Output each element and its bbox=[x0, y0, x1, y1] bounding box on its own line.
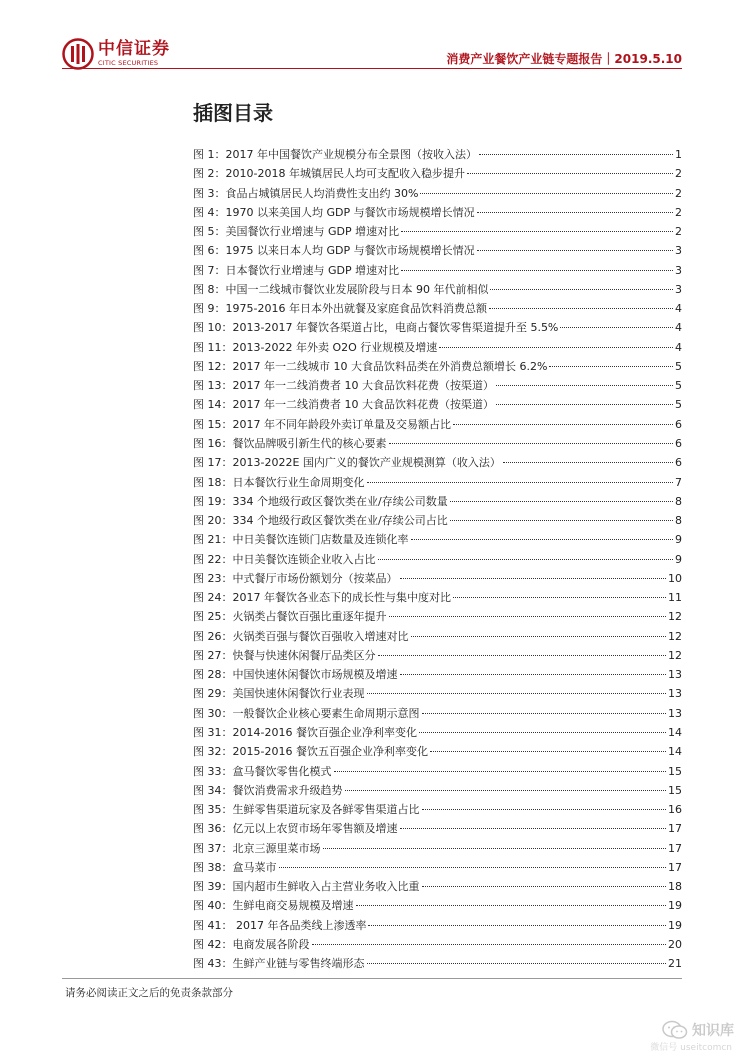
toc-entry-page: 16 bbox=[668, 803, 682, 817]
toc-entry-label: 图 4：1970 以来美国人均 GDP 与餐饮市场规模增长情况 bbox=[193, 205, 475, 219]
toc-entry[interactable] bbox=[193, 146, 682, 165]
toc-entry-page: 2 bbox=[675, 167, 682, 181]
toc-leader-dots bbox=[411, 636, 667, 637]
toc-entry[interactable] bbox=[193, 820, 682, 839]
toc-entry-page: 2 bbox=[675, 225, 682, 239]
toc-entry-label: 图 7：日本餐饮行业增速与 GDP 增速对比 bbox=[193, 263, 400, 277]
toc-entry-page: 19 bbox=[668, 918, 682, 932]
toc-entry[interactable] bbox=[193, 339, 682, 358]
toc-entry-page: 4 bbox=[675, 340, 682, 354]
toc-entry-page: 3 bbox=[675, 263, 682, 277]
toc-entry-page: 21 bbox=[668, 957, 682, 971]
toc-entry-label: 图 31：2014-2016 餐饮百强企业净利率变化 bbox=[193, 725, 417, 739]
toc-entry-page: 7 bbox=[675, 475, 682, 489]
toc-entry[interactable] bbox=[193, 782, 682, 801]
toc-leader-dots bbox=[477, 212, 673, 213]
toc-entry-label: 图 38：盒马菜市 bbox=[193, 860, 277, 874]
toc-entry-label: 图 3：食品占城镇居民人均消费性支出约 30% bbox=[193, 186, 419, 200]
toc-entry[interactable] bbox=[193, 435, 682, 454]
toc-leader-dots bbox=[312, 944, 667, 945]
toc-leader-dots bbox=[496, 404, 673, 405]
toc-entry-label: 图 9：1975-2016 年日本外出就餐及家庭食品饮料消费总额 bbox=[193, 302, 487, 316]
report-title: 消费产业餐饮产业链专题报告｜2019.5.10 bbox=[446, 52, 682, 66]
toc-leader-dots bbox=[489, 308, 673, 309]
toc-entry[interactable] bbox=[193, 204, 682, 223]
toc-entry-page: 13 bbox=[668, 668, 682, 682]
toc-entry-page: 5 bbox=[675, 398, 682, 412]
footer-disclaimer: 请务必阅读正文之后的免责条款部分 bbox=[65, 987, 233, 999]
toc-entry-page: 12 bbox=[668, 648, 682, 662]
toc-entry-label: 图 18：日本餐饮行业生命周期变化 bbox=[193, 475, 365, 489]
toc-entry-page: 3 bbox=[675, 244, 682, 258]
toc-leader-dots bbox=[411, 539, 674, 540]
toc-leader-dots bbox=[422, 809, 667, 810]
toc-leader-dots bbox=[422, 886, 667, 887]
toc-entry-label: 图 20：334 个地级行政区餐饮类在业/存续公司占比 bbox=[193, 514, 448, 528]
toc-entry[interactable] bbox=[193, 608, 682, 627]
toc-leader-dots bbox=[367, 963, 667, 964]
toc-entry[interactable] bbox=[193, 647, 682, 666]
toc-entry[interactable] bbox=[193, 570, 682, 589]
toc-entry[interactable] bbox=[193, 281, 682, 300]
toc-entry-label: 图 5：美国餐饮行业增速与 GDP 增速对比 bbox=[193, 225, 400, 239]
toc-entry[interactable] bbox=[193, 743, 682, 762]
toc-leader-dots bbox=[450, 520, 673, 521]
toc-leader-dots bbox=[439, 347, 673, 348]
toc-entry[interactable] bbox=[193, 685, 682, 704]
watermark-sub: 微信号 useitcomcn bbox=[650, 1043, 732, 1053]
toc-entry[interactable] bbox=[193, 840, 682, 859]
toc-entry-label: 图 6：1975 以来日本人均 GDP 与餐饮市场规模增长情况 bbox=[193, 244, 475, 258]
toc-entry-page: 13 bbox=[668, 687, 682, 701]
toc-entry-page: 12 bbox=[668, 610, 682, 624]
toc-leader-dots bbox=[467, 173, 673, 174]
toc-leader-dots bbox=[453, 597, 666, 598]
toc-entry-label: 图 32：2015-2016 餐饮五百强企业净利率变化 bbox=[193, 745, 428, 759]
toc-entry[interactable] bbox=[193, 474, 682, 493]
toc-entry-page: 1 bbox=[675, 148, 682, 161]
toc-leader-dots bbox=[389, 616, 667, 617]
toc-leader-dots bbox=[419, 732, 666, 733]
footer-divider bbox=[62, 978, 682, 979]
toc-entry-label: 图 30：一般餐饮企业核心要素生命周期示意图 bbox=[193, 706, 420, 720]
toc-entry-page: 19 bbox=[668, 899, 682, 913]
toc-entry[interactable] bbox=[193, 493, 682, 512]
toc-leader-dots bbox=[503, 462, 673, 463]
toc-leader-dots bbox=[560, 327, 673, 328]
toc-entry-label: 图 42：电商发展各阶段 bbox=[193, 937, 310, 951]
toc-entry-page: 2 bbox=[675, 186, 682, 200]
toc-entry-label: 图 43：生鲜产业链与零售终端形态 bbox=[193, 957, 365, 971]
toc-leader-dots bbox=[401, 231, 673, 232]
toc-entry[interactable] bbox=[193, 454, 682, 473]
toc-entry-page: 8 bbox=[675, 514, 682, 528]
toc-entry-label: 图 37：北京三源里菜市场 bbox=[193, 841, 321, 855]
toc-leader-dots bbox=[490, 289, 673, 290]
toc-entry-page: 18 bbox=[668, 880, 682, 894]
toc-entry-page: 6 bbox=[675, 417, 682, 431]
toc-entry[interactable] bbox=[193, 724, 682, 743]
toc-entry-page: 13 bbox=[668, 706, 682, 720]
toc-entry-label: 图 14：2017 年一二线消费者 10 大食品饮料花费（按渠道） bbox=[193, 398, 494, 412]
toc-entry-page: 10 bbox=[668, 571, 682, 585]
header-divider bbox=[62, 68, 682, 69]
toc-entry-label: 图 21：中日美餐饮连锁门店数量及连锁化率 bbox=[193, 533, 409, 547]
logo-name-en: CITIC SECURITIES bbox=[98, 59, 159, 68]
toc-leader-dots bbox=[477, 250, 673, 251]
toc-entry-label: 图 36：亿元以上农贸市场年零售额及增速 bbox=[193, 822, 398, 836]
toc-entry[interactable] bbox=[193, 551, 682, 570]
toc-leader-dots bbox=[378, 655, 667, 656]
toc-entry-label: 图 24：2017 年餐饮各业态下的成长性与集中度对比 bbox=[193, 591, 451, 605]
toc-entry-label: 图 1：2017 年中国餐饮产业规模分布全景图（按收入法） bbox=[193, 148, 477, 161]
toc-leader-dots bbox=[368, 925, 666, 926]
toc-leader-dots bbox=[356, 905, 667, 906]
toc-entry-page: 9 bbox=[675, 533, 682, 547]
toc-entry-page: 11 bbox=[668, 591, 682, 605]
toc-leader-dots bbox=[420, 193, 673, 194]
toc-entry-label: 图 2：2010-2018 年城镇居民人均可支配收入稳步提升 bbox=[193, 167, 465, 181]
toc-entry-label: 图 33：盒马餐饮零售化模式 bbox=[193, 764, 332, 778]
toc-entry-label: 图 23：中式餐厅市场份额划分（按菜品） bbox=[193, 571, 398, 585]
toc-leader-dots bbox=[389, 443, 674, 444]
toc-entry-page: 15 bbox=[668, 783, 682, 797]
toc-entry-page: 12 bbox=[668, 629, 682, 643]
toc-entry-label: 图 41： 2017 年各品类线上渗透率 bbox=[193, 918, 367, 932]
toc-entry[interactable] bbox=[193, 358, 682, 377]
toc-entry-page: 2 bbox=[675, 205, 682, 219]
toc-entry[interactable] bbox=[193, 262, 682, 281]
toc-leader-dots bbox=[496, 385, 673, 386]
toc-entry[interactable] bbox=[193, 628, 682, 647]
toc-entry-label: 图 15：2017 年不同年龄段外卖订单量及交易额占比 bbox=[193, 417, 451, 431]
toc-entry-label: 图 8：中国一二线城市餐饮业发展阶段与日本 90 年代前相似 bbox=[193, 282, 489, 296]
section-title: 插图目录 bbox=[193, 101, 273, 125]
toc-leader-dots bbox=[378, 559, 674, 560]
toc-entry-label: 图 40：生鲜电商交易规模及增速 bbox=[193, 899, 354, 913]
toc-entry-page: 5 bbox=[675, 359, 682, 373]
toc-entry-page: 4 bbox=[675, 321, 682, 335]
toc-entry-label: 图 19：334 个地级行政区餐饮类在业/存续公司数量 bbox=[193, 494, 448, 508]
toc-leader-dots bbox=[400, 828, 667, 829]
toc-leader-dots bbox=[279, 867, 667, 868]
toc-leader-dots bbox=[479, 154, 673, 155]
toc-entry-page: 6 bbox=[675, 456, 682, 470]
toc-entry[interactable] bbox=[193, 666, 682, 685]
toc-entry-label: 图 13：2017 年一二线消费者 10 大食品饮料花费（按渠道） bbox=[193, 379, 494, 393]
toc-leader-dots bbox=[401, 270, 673, 271]
citic-logo-icon bbox=[62, 38, 94, 70]
toc-leader-dots bbox=[334, 771, 667, 772]
watermark bbox=[662, 1020, 734, 1040]
toc-entry[interactable] bbox=[193, 801, 682, 820]
toc-entry[interactable] bbox=[193, 185, 682, 204]
toc-leader-dots bbox=[367, 482, 674, 483]
toc-entry-page: 5 bbox=[675, 379, 682, 393]
toc-leader-dots bbox=[400, 578, 667, 579]
toc-entry-label: 图 28：中国快速休闲餐饮市场规模及增速 bbox=[193, 668, 398, 682]
toc-entry-page: 17 bbox=[668, 860, 682, 874]
toc-leader-dots bbox=[450, 501, 673, 502]
toc-entry-label: 图 12：2017 年一二线城市 10 大食品饮料品类在外消费总额增长 6.2% bbox=[193, 359, 548, 373]
toc-entry-label: 图 17：2013-2022E 国内广义的餐饮产业规模测算（收入法） bbox=[193, 456, 501, 470]
toc-entry-label: 图 29：美国快速休闲餐饮行业表现 bbox=[193, 687, 365, 701]
toc-entry[interactable] bbox=[193, 917, 682, 936]
toc-entry-page: 14 bbox=[668, 725, 682, 739]
toc-leader-dots bbox=[549, 366, 673, 367]
toc-entry-label: 图 25：火锅类占餐饮百强比重逐年提升 bbox=[193, 610, 387, 624]
toc-entry[interactable] bbox=[193, 859, 682, 878]
toc-entry[interactable] bbox=[193, 589, 682, 608]
toc-leader-dots bbox=[367, 693, 667, 694]
toc-entry[interactable] bbox=[193, 300, 682, 319]
wechat-icon bbox=[662, 1020, 688, 1040]
toc-entry[interactable] bbox=[193, 763, 682, 782]
toc-entry-label: 图 34：餐饮消费需求升级趋势 bbox=[193, 783, 343, 797]
logo-name-cn: 中信证券 bbox=[98, 39, 170, 60]
toc-leader-dots bbox=[400, 674, 667, 675]
toc-entry-page: 17 bbox=[668, 841, 682, 855]
toc-entry[interactable] bbox=[193, 242, 682, 261]
toc-entry-label: 图 11：2013-2022 年外卖 O2O 行业规模及增速 bbox=[193, 340, 438, 354]
toc-entry-label: 图 10：2013-2017 年餐饮各渠道占比，电商占餐饮零售渠道提升至 5.5% bbox=[193, 321, 559, 335]
toc-entry[interactable] bbox=[193, 705, 682, 724]
toc-entry[interactable] bbox=[193, 531, 682, 550]
toc-entry-label: 图 22：中日美餐饮连锁企业收入占比 bbox=[193, 552, 376, 566]
toc-entry[interactable] bbox=[193, 955, 682, 974]
toc-leader-dots bbox=[422, 713, 667, 714]
toc-entry[interactable] bbox=[193, 223, 682, 242]
toc-entry[interactable] bbox=[193, 512, 682, 531]
toc-entry-page: 20 bbox=[668, 937, 682, 951]
citic-logo bbox=[62, 38, 170, 70]
toc-entry-label: 图 35：生鲜零售渠道玩家及各鲜零售渠道占比 bbox=[193, 803, 420, 817]
toc-entry[interactable] bbox=[193, 897, 682, 916]
watermark-name: 知识库 bbox=[692, 1023, 734, 1039]
toc-entry-page: 17 bbox=[668, 822, 682, 836]
toc-leader-dots bbox=[345, 790, 667, 791]
toc-entry-label: 图 26：火锅类百强与餐饮百强收入增速对比 bbox=[193, 629, 409, 643]
toc-entry-label: 图 27：快餐与快速休闲餐厅品类区分 bbox=[193, 648, 376, 662]
figure-list bbox=[193, 146, 682, 974]
toc-entry-page: 4 bbox=[675, 302, 682, 316]
toc-entry[interactable] bbox=[193, 416, 682, 435]
toc-entry[interactable] bbox=[193, 878, 682, 897]
toc-entry-page: 14 bbox=[668, 745, 682, 759]
toc-entry-page: 9 bbox=[675, 552, 682, 566]
toc-entry[interactable] bbox=[193, 165, 682, 184]
toc-entry[interactable] bbox=[193, 319, 682, 338]
toc-entry-page: 15 bbox=[668, 764, 682, 778]
toc-entry-label: 图 39：国内超市生鲜收入占主营业务收入比重 bbox=[193, 880, 420, 894]
toc-entry-page: 6 bbox=[675, 436, 682, 450]
toc-entry-page: 8 bbox=[675, 494, 682, 508]
toc-leader-dots bbox=[430, 751, 666, 752]
toc-entry[interactable] bbox=[193, 936, 682, 955]
toc-entry-page: 3 bbox=[675, 282, 682, 296]
toc-entry[interactable] bbox=[193, 377, 682, 396]
toc-entry[interactable] bbox=[193, 396, 682, 415]
toc-entry-label: 图 16：餐饮品牌吸引新生代的核心要素 bbox=[193, 436, 387, 450]
toc-leader-dots bbox=[323, 848, 667, 849]
toc-leader-dots bbox=[453, 424, 673, 425]
